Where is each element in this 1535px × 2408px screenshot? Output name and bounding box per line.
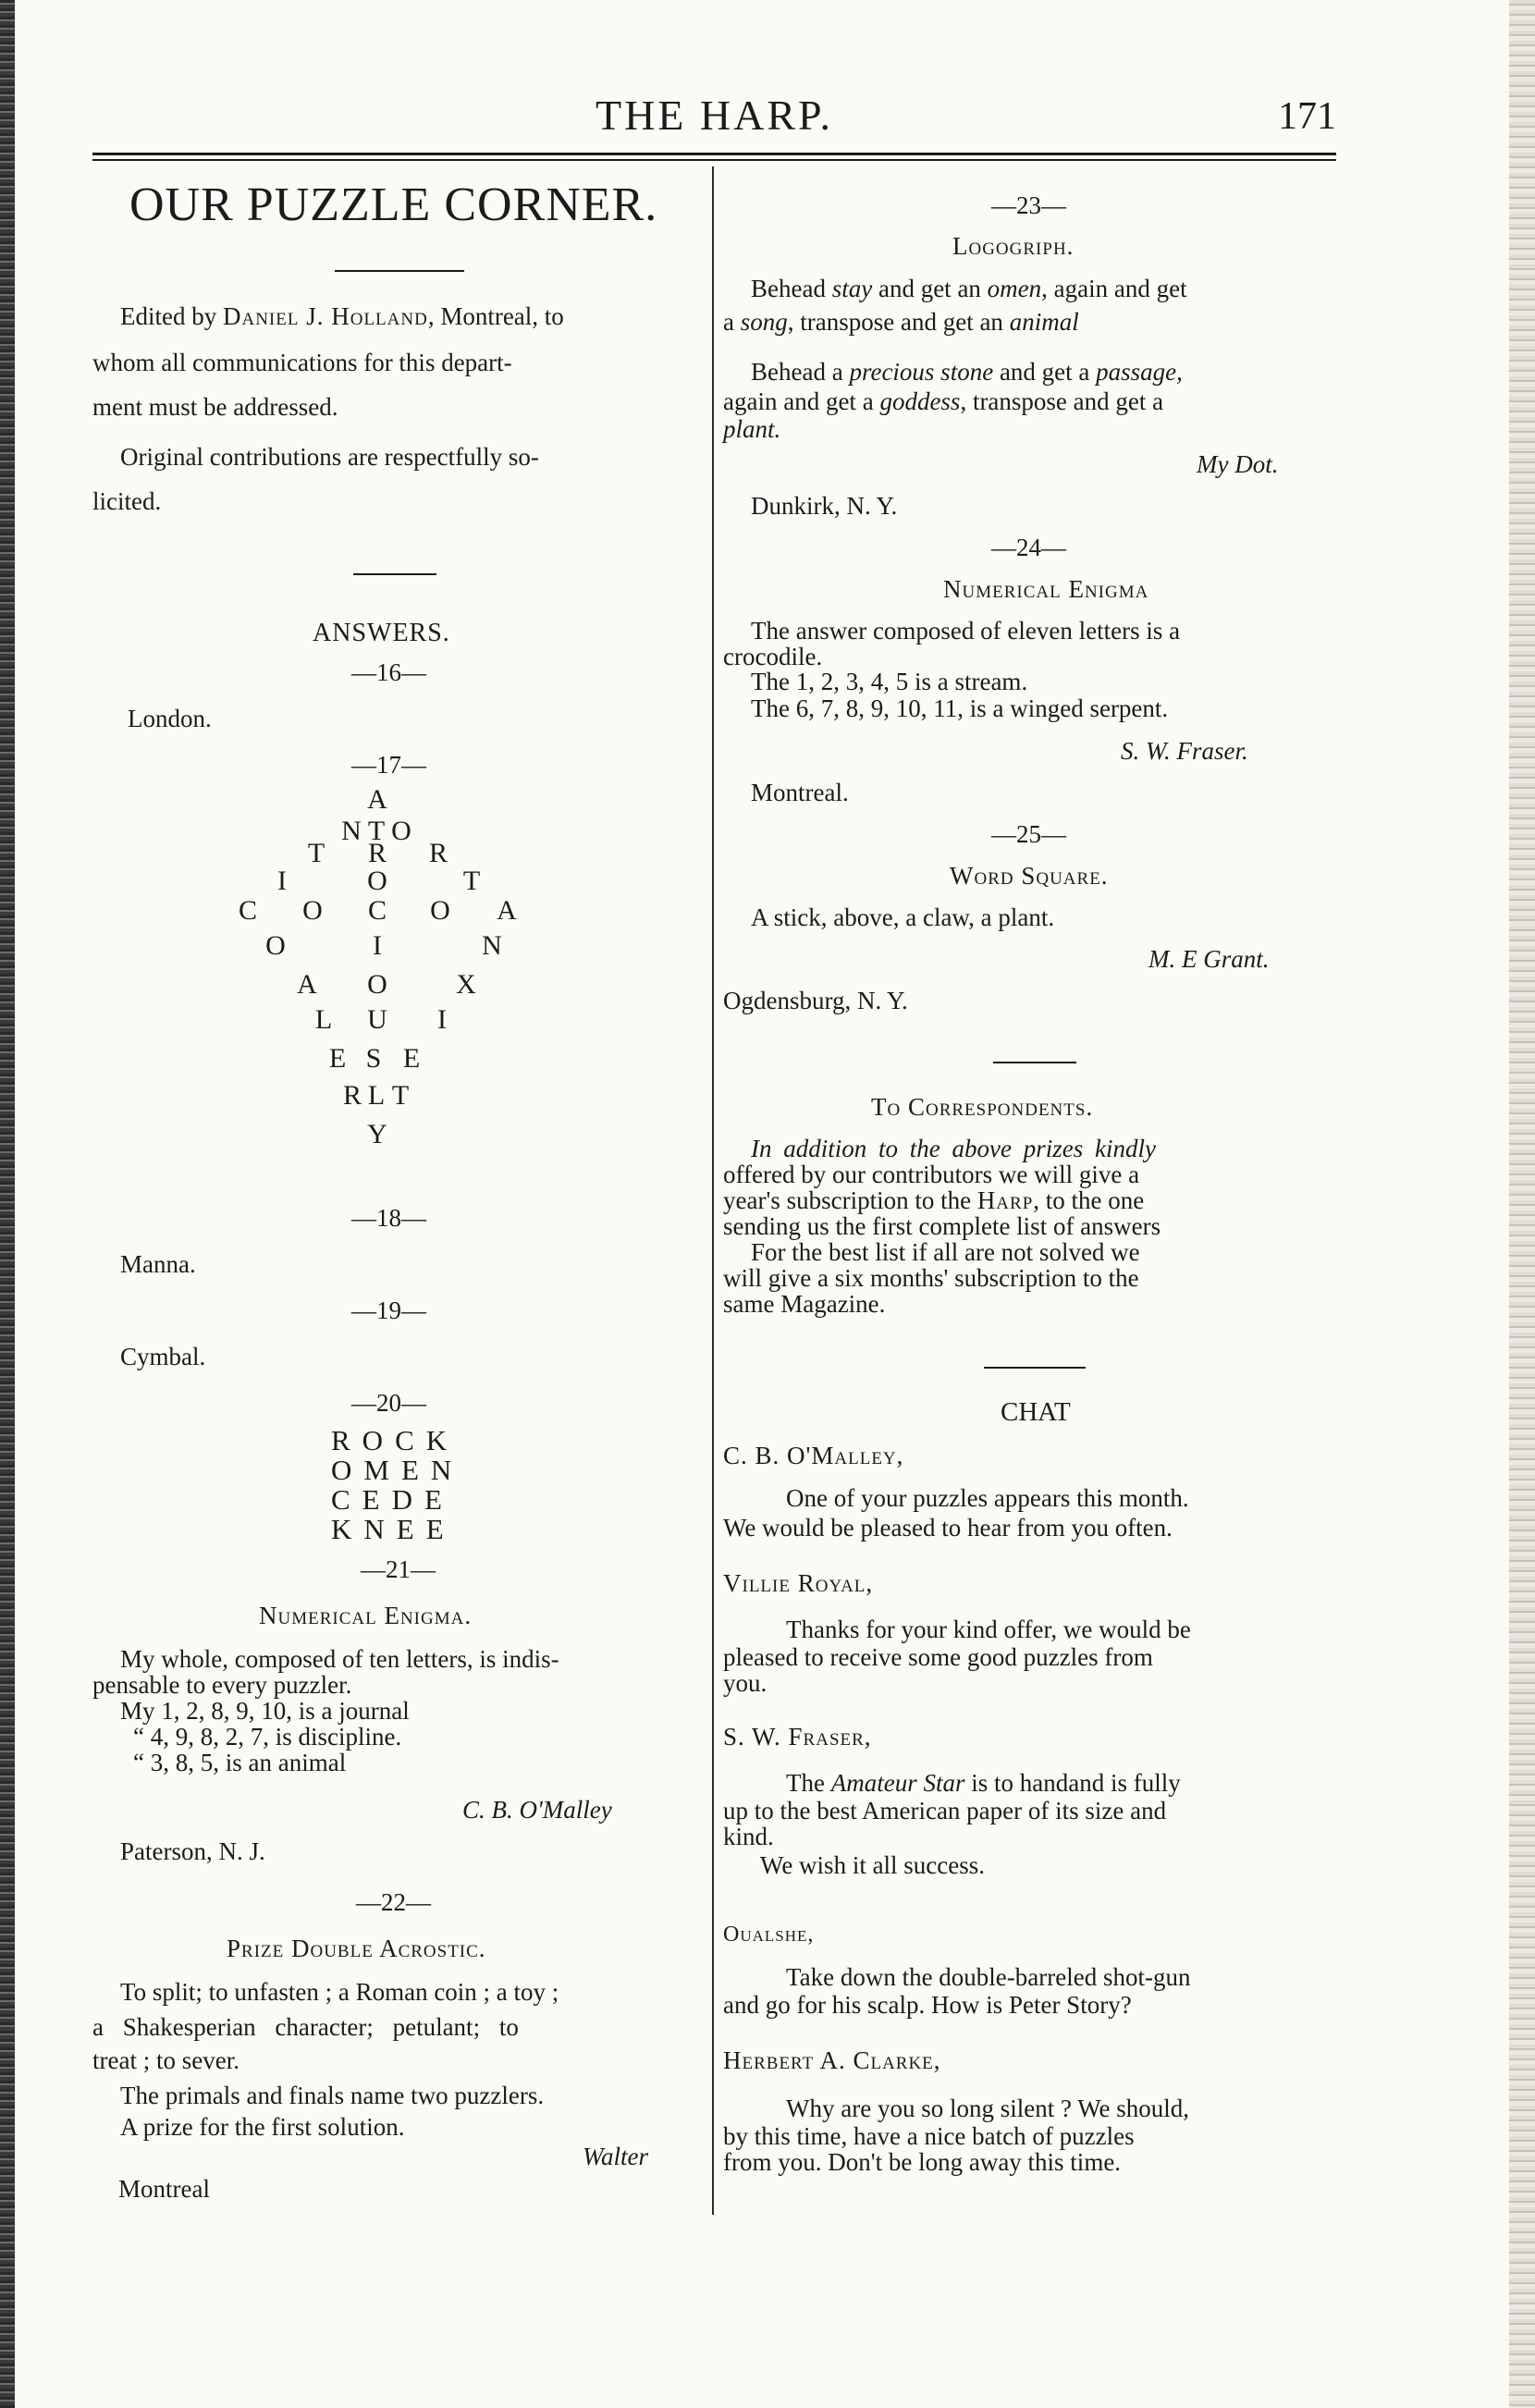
correspondents-line: For the best list if all are not solved we xyxy=(751,1238,1140,1266)
puzzle-21-line: My 1, 2, 8, 9, 10, is a journal xyxy=(120,1697,410,1725)
puzzle-24-place: Montreal. xyxy=(751,779,849,806)
italic-word: omen xyxy=(987,275,1042,302)
answer-20-number: —20— xyxy=(351,1389,426,1417)
chat-entry-name: C. B. O'Malley, xyxy=(723,1442,904,1469)
puzzle-25-place: Ogdensburg, N. Y. xyxy=(723,987,908,1014)
puzzle-22-number: —22— xyxy=(356,1888,431,1916)
italic-word: animal xyxy=(1009,308,1079,336)
chat-entry-line: from you. Don't be long away this time. xyxy=(723,2148,1122,2176)
diamond-letter: I xyxy=(373,930,382,961)
puzzle-22-signature: Walter xyxy=(583,2143,649,2170)
word-square-row: OMEN xyxy=(331,1454,464,1486)
diamond-letter: N xyxy=(482,930,502,961)
text-run: , transpose and get an xyxy=(787,308,1010,336)
puzzle-24-line: The 6, 7, 8, 9, 10, 11, is a winged serpent. xyxy=(751,694,1169,722)
answer-19-number: —19— xyxy=(351,1296,426,1324)
title-rule xyxy=(335,270,464,272)
answers-heading: ANSWERS. xyxy=(313,619,450,647)
text-run: and get a xyxy=(993,358,1097,386)
puzzle-23-title: Logogriph. xyxy=(952,232,1074,260)
puzzle-22-line: To split; to unfasten ; a Roman coin ; a toy ; xyxy=(120,1978,559,2006)
chat-entry-name: S. W. Fraser, xyxy=(723,1723,872,1751)
answers-rule xyxy=(353,573,436,575)
italic-word: stay xyxy=(831,275,873,302)
puzzle-24-title: Numerical Enigma xyxy=(943,575,1149,603)
diamond-letter: C xyxy=(238,895,257,926)
correspondents-line: sending us the first complete list of answers xyxy=(723,1212,1161,1240)
diamond-letter: R xyxy=(428,838,448,868)
diamond-letter: R xyxy=(367,838,387,868)
diamond-letter: T xyxy=(391,1080,410,1111)
italic-word: goddess xyxy=(879,387,961,415)
text-run: year's subscription to the xyxy=(723,1186,977,1214)
chat-entry-line: Thanks for your kind offer, we would be xyxy=(786,1616,1191,1643)
puzzle-25-line: A stick, above, a claw, a plant. xyxy=(751,903,1055,931)
italic-word: passage, xyxy=(1096,358,1183,386)
word-square-row: ROCK xyxy=(331,1424,460,1456)
diamond-letter: O xyxy=(367,969,387,1000)
puzzle-24-line: crocodile. xyxy=(723,643,823,670)
puzzle-21-line: My whole, composed of ten letters, is indis- xyxy=(120,1645,559,1673)
diamond-letter: C xyxy=(367,895,387,926)
chat-rule xyxy=(984,1367,1086,1369)
diamond-letter: I xyxy=(437,1004,447,1035)
correspondents-rule xyxy=(993,1062,1076,1063)
contributions-line-2: licited. xyxy=(92,487,162,515)
puzzle-21-place: Paterson, N. J. xyxy=(120,1837,265,1865)
diamond-letter: L xyxy=(314,1004,333,1035)
text-run: a xyxy=(723,308,741,336)
word-square-row: CEDE xyxy=(331,1483,454,1516)
diamond-letter: T xyxy=(367,816,386,846)
running-title: THE HARP. xyxy=(595,92,834,139)
diamond-letter: E xyxy=(402,1043,421,1074)
puzzle-22-line: a Shakesperian character; petulant; to xyxy=(92,2013,519,2041)
diamond-letter: L xyxy=(367,1080,386,1111)
chat-entry-line: One of your puzzles appears this month. xyxy=(786,1484,1189,1512)
contributions-line-1: Original contributions are respectfully so- xyxy=(120,443,539,471)
correspondents-line: offered by our contributors we will give a xyxy=(723,1161,1140,1188)
section-title: OUR PUZZLE CORNER. xyxy=(129,178,658,231)
answer-16-number: —16— xyxy=(351,658,426,686)
diamond-letter: S xyxy=(365,1043,382,1074)
puzzle-22-line: treat ; to sever. xyxy=(92,2046,239,2074)
diamond-letter: O xyxy=(391,816,411,846)
text-run: The xyxy=(786,1769,831,1797)
page-scan-edge-left xyxy=(0,0,15,2408)
diamond-letter: O xyxy=(302,895,323,926)
puzzle-24-signature: S. W. Fraser. xyxy=(1121,737,1248,765)
magazine-name: Harp xyxy=(976,1186,1034,1214)
chat-entry-name: Herbert A. Clarke, xyxy=(723,2046,941,2074)
italic-word: precious stone xyxy=(849,358,994,386)
chat-entry-line: Why are you so long silent ? We should, xyxy=(786,2095,1190,2122)
editor-name: Daniel J. Holland xyxy=(222,302,428,330)
puzzle-22-title: Prize Double Acrostic. xyxy=(227,1935,486,1962)
chat-entry-line: We would be pleased to hear from you often. xyxy=(723,1514,1173,1542)
text-run: again and get a xyxy=(723,387,880,415)
chat-entry-name: Villie Royal, xyxy=(723,1569,874,1597)
puzzle-24-line: The 1, 2, 3, 4, 5 is a stream. xyxy=(751,668,1028,695)
page-number: 171 xyxy=(1278,95,1336,138)
text-run: , to the one xyxy=(1033,1186,1145,1214)
page-scan-edge-right xyxy=(1509,0,1535,2408)
edited-by-text-end: , Montreal, to xyxy=(427,302,564,330)
puzzle-21-line: pensable to every puzzler. xyxy=(92,1671,352,1699)
chat-heading: CHAT xyxy=(1001,1397,1071,1427)
correspondents-line: same Magazine. xyxy=(723,1290,886,1318)
page-header xyxy=(92,91,1336,146)
text-run: , again and get xyxy=(1041,275,1187,302)
puzzle-23-number: —23— xyxy=(991,191,1066,219)
chat-entry-line: Take down the double-barreled shot-gun xyxy=(786,1963,1191,1991)
puzzle-23-signature: My Dot. xyxy=(1197,450,1279,478)
diamond-letter: A xyxy=(297,969,317,1000)
column-divider xyxy=(712,166,714,2215)
puzzle-21-number: —21— xyxy=(361,1555,436,1583)
diamond-letter: E xyxy=(328,1043,347,1074)
chat-entry-line: up to the best American paper of its size and xyxy=(723,1797,1167,1824)
diamond-letter: O xyxy=(265,930,286,961)
puzzle-25-signature: M. E Grant. xyxy=(1148,945,1270,973)
puzzle-22-line: A prize for the first solution. xyxy=(120,2113,405,2141)
text-run: Behead a xyxy=(751,358,850,386)
chat-entry-name: Oualshe, xyxy=(723,1923,815,1947)
text-run: and get an xyxy=(872,275,988,302)
diamond-letter: Y xyxy=(367,1119,387,1149)
answer-18-number: —18— xyxy=(351,1204,426,1232)
puzzle-22-place: Montreal xyxy=(118,2175,210,2203)
puzzle-23-line-5: plant. xyxy=(723,415,781,443)
diamond-letter: T xyxy=(462,866,481,896)
puzzle-23-line-4 xyxy=(723,381,1163,422)
correspondents-title: To Correspondents. xyxy=(871,1093,1094,1121)
paper-name: Amateur Star xyxy=(830,1769,965,1797)
diamond-letter: O xyxy=(367,866,387,896)
chat-entry-line: pleased to receive some good puzzles from xyxy=(723,1643,1153,1671)
correspondents-line: will give a six months' subscription to the xyxy=(723,1264,1139,1292)
correspondents-line: In addition to the above prizes kindly xyxy=(751,1135,1156,1162)
puzzle-21-signature: C. B. O'Malley xyxy=(462,1796,612,1824)
chat-entry-line: you. xyxy=(723,1669,768,1697)
puzzle-24-number: —24— xyxy=(991,534,1066,561)
puzzle-25-title: Word Square. xyxy=(950,862,1109,890)
word-square-row: KNEE xyxy=(331,1513,456,1545)
diamond-letter: U xyxy=(367,1004,387,1035)
diamond-letter: I xyxy=(277,866,287,896)
puzzle-21-line: “ 3, 8, 5, is an animal xyxy=(133,1749,347,1776)
edited-by-line-1 xyxy=(120,296,564,337)
header-double-rule xyxy=(92,153,1336,161)
diamond-letter: N xyxy=(341,816,362,846)
puzzle-21-title: Numerical Enigma. xyxy=(259,1602,473,1629)
answer-19: Cymbal. xyxy=(120,1343,206,1370)
diamond-letter: A xyxy=(497,895,517,926)
edited-by-text: Edited by xyxy=(120,302,223,330)
edited-by-line-2: whom all communications for this depart- xyxy=(92,349,512,376)
puzzle-23-line-2 xyxy=(723,301,1079,342)
answer-16: London. xyxy=(128,705,212,732)
diamond-letter: X xyxy=(456,969,476,1000)
chat-entry-line: by this time, have a nice batch of puzzles xyxy=(723,2122,1135,2150)
italic-word: song xyxy=(740,308,788,336)
puzzle-23-place: Dunkirk, N. Y. xyxy=(751,492,898,520)
text-run: Behead xyxy=(751,275,832,302)
puzzle-25-number: —25— xyxy=(991,820,1066,848)
chat-entry-line: We wish it all success. xyxy=(760,1851,986,1879)
answer-18: Manna. xyxy=(120,1250,196,1278)
puzzle-24-line: The answer composed of eleven letters is a xyxy=(751,617,1181,645)
edited-by-line-3: ment must be addressed. xyxy=(92,393,338,421)
puzzle-22-line: The primals and finals name two puzzlers. xyxy=(120,2082,545,2109)
diamond-letter: A xyxy=(367,784,387,815)
diamond-letter: R xyxy=(342,1080,362,1111)
text-run: , transpose and get a xyxy=(960,387,1164,415)
text-run: is to handand is fully xyxy=(964,1769,1181,1797)
diamond-letter: O xyxy=(430,895,450,926)
chat-entry-line: and go for his scalp. How is Peter Story? xyxy=(723,1991,1132,2019)
chat-entry-line: kind. xyxy=(723,1823,774,1850)
diamond-letter: T xyxy=(307,838,325,868)
puzzle-21-line: “ 4, 9, 8, 2, 7, is discipline. xyxy=(133,1723,402,1751)
answer-17-number: —17— xyxy=(351,751,426,779)
